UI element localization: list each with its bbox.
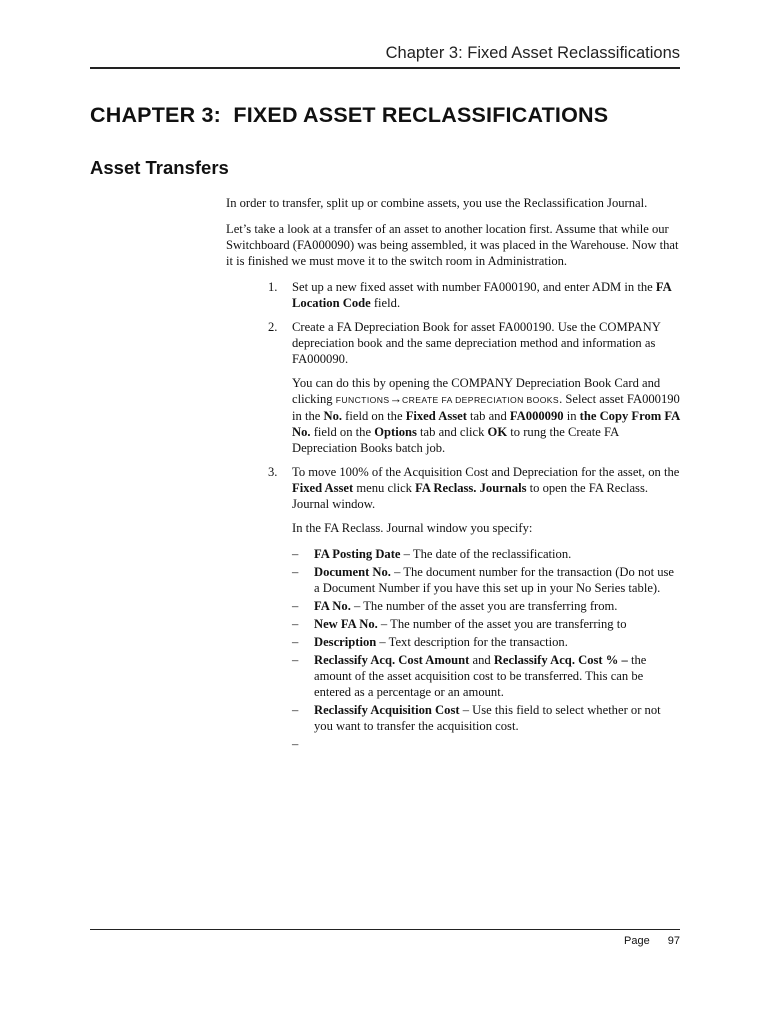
note-text: in bbox=[563, 409, 580, 423]
field-name: FA No. bbox=[314, 599, 351, 613]
header-rule bbox=[90, 67, 680, 69]
chapter-title: CHAPTER 3: FIXED ASSET RECLASSIFICATIONS bbox=[90, 103, 609, 127]
field-name: Reclassify Acq. Cost Amount bbox=[314, 653, 470, 667]
step-text-part: to open the FA Reclass. Journal window. bbox=[292, 481, 648, 511]
footer-rule bbox=[90, 929, 680, 930]
section-title: Asset Transfers bbox=[90, 157, 229, 178]
step-item bbox=[268, 464, 681, 752]
list-item bbox=[292, 546, 681, 562]
field-connector: and bbox=[469, 653, 494, 667]
dash-bullet: – bbox=[292, 703, 299, 717]
tab-name: Options bbox=[374, 425, 417, 439]
menu-path-functions: FUNCTIONS bbox=[335, 395, 390, 405]
step-note bbox=[292, 375, 681, 456]
step-text: field. bbox=[370, 296, 401, 310]
intro-paragraph: Let’s take a look at a transfer of an asset to another location first. Assume that while our Switchboard (FA000090) was being assembled, it was placed in the Warehouse. Now that it is finished we must move it to the switch room in Administration. bbox=[226, 222, 679, 268]
steps-list bbox=[226, 279, 681, 752]
list-item bbox=[292, 634, 681, 650]
step-text: Create a FA Depreciation Book for asset FA000190. Use the COMPANY depreciation book and the same depreciation method and information as FA000090. bbox=[292, 320, 661, 366]
field-description: – The date of the reclassification. bbox=[400, 547, 572, 561]
step-text-part: To move 100% of the Acquisition Cost and Depreciation for the asset, on the bbox=[292, 465, 680, 479]
body-text bbox=[226, 195, 681, 760]
list-item bbox=[292, 598, 681, 614]
field-list bbox=[292, 546, 681, 752]
field-description: – Text description for the transaction. bbox=[376, 635, 568, 649]
field-name: Reclassify Acq. Cost % – bbox=[493, 653, 628, 667]
field-name: New FA No. bbox=[314, 617, 378, 631]
step-number: 3. bbox=[268, 465, 278, 479]
field-description: – The document number for the transaction (Do not use a Document Number if you have this set up in your No Series table). bbox=[314, 565, 675, 595]
field-description: – Use this field to select whether or not you want to transfer the acquisition cost. bbox=[314, 703, 661, 733]
menu-path-create-books: CREATE FA DEPRECIATION BOOKS bbox=[402, 395, 560, 405]
field-name: FA Posting Date bbox=[314, 547, 401, 561]
field-description: – The number of the asset you are transferring to bbox=[377, 617, 627, 631]
field-name: FA Location Code bbox=[292, 280, 672, 310]
note-text: tab and click bbox=[416, 425, 488, 439]
page-footer bbox=[90, 935, 680, 947]
field-name: Document No. bbox=[314, 565, 391, 579]
list-item bbox=[292, 702, 681, 734]
dash-bullet: – bbox=[292, 599, 299, 613]
step-note: In the FA Reclass. Journal window you specify: bbox=[292, 521, 533, 535]
note-text: You can do this by opening the COMPANY Depreciation Book Card and clicking bbox=[292, 376, 661, 406]
list-item bbox=[292, 564, 681, 596]
dash-bullet: – bbox=[292, 565, 299, 579]
list-item bbox=[292, 652, 681, 700]
field-name: Description bbox=[314, 635, 377, 649]
field-name: No. bbox=[323, 409, 343, 423]
step-item bbox=[268, 279, 681, 311]
dash-bullet: – bbox=[292, 635, 299, 649]
button-name: OK bbox=[487, 425, 508, 439]
menu-item-name: FA Reclass. Journals bbox=[415, 481, 527, 495]
page-label: Page bbox=[624, 935, 650, 947]
field-description: the amount of the asset acquisition cost to be transferred. This can be entered as a percentage or an amount. bbox=[314, 653, 647, 699]
running-header: Chapter 3: Fixed Asset Reclassifications bbox=[385, 44, 680, 62]
note-text: field on the bbox=[342, 409, 406, 423]
field-name: the Copy From FA No. bbox=[292, 409, 680, 439]
field-name: Reclassify Acquisition Cost bbox=[314, 703, 460, 717]
step-item bbox=[268, 319, 681, 456]
intro-paragraph: In order to transfer, split up or combine assets, you use the Reclassification Journal. bbox=[226, 196, 648, 210]
note-text: to rung the Create FA Depreciation Books batch job. bbox=[292, 425, 619, 455]
step-text: Set up a new fixed asset with number FA000190, and enter ADM in the bbox=[292, 280, 656, 294]
note-text: field on the bbox=[310, 425, 375, 439]
list-item bbox=[292, 736, 681, 752]
dash-bullet: – bbox=[292, 547, 299, 561]
step-text-part: menu click bbox=[353, 481, 416, 495]
note-text: . Select asset FA000190 in the bbox=[292, 392, 680, 423]
step-text bbox=[292, 464, 681, 512]
step-number: 2. bbox=[268, 320, 278, 334]
dash-bullet: – bbox=[292, 617, 299, 631]
tab-name: Fixed Asset bbox=[405, 409, 467, 423]
page-number: 97 bbox=[667, 935, 680, 947]
note-text: tab and bbox=[466, 409, 510, 423]
dash-bullet: – bbox=[292, 737, 299, 751]
menu-name: Fixed Asset bbox=[292, 481, 354, 495]
asset-number: FA000090 bbox=[509, 409, 564, 423]
arrow-icon: → bbox=[389, 392, 403, 406]
field-description: – The number of the asset you are transferring from. bbox=[350, 599, 618, 613]
step-number: 1. bbox=[268, 280, 278, 294]
dash-bullet: – bbox=[292, 653, 299, 667]
list-item bbox=[292, 616, 681, 632]
